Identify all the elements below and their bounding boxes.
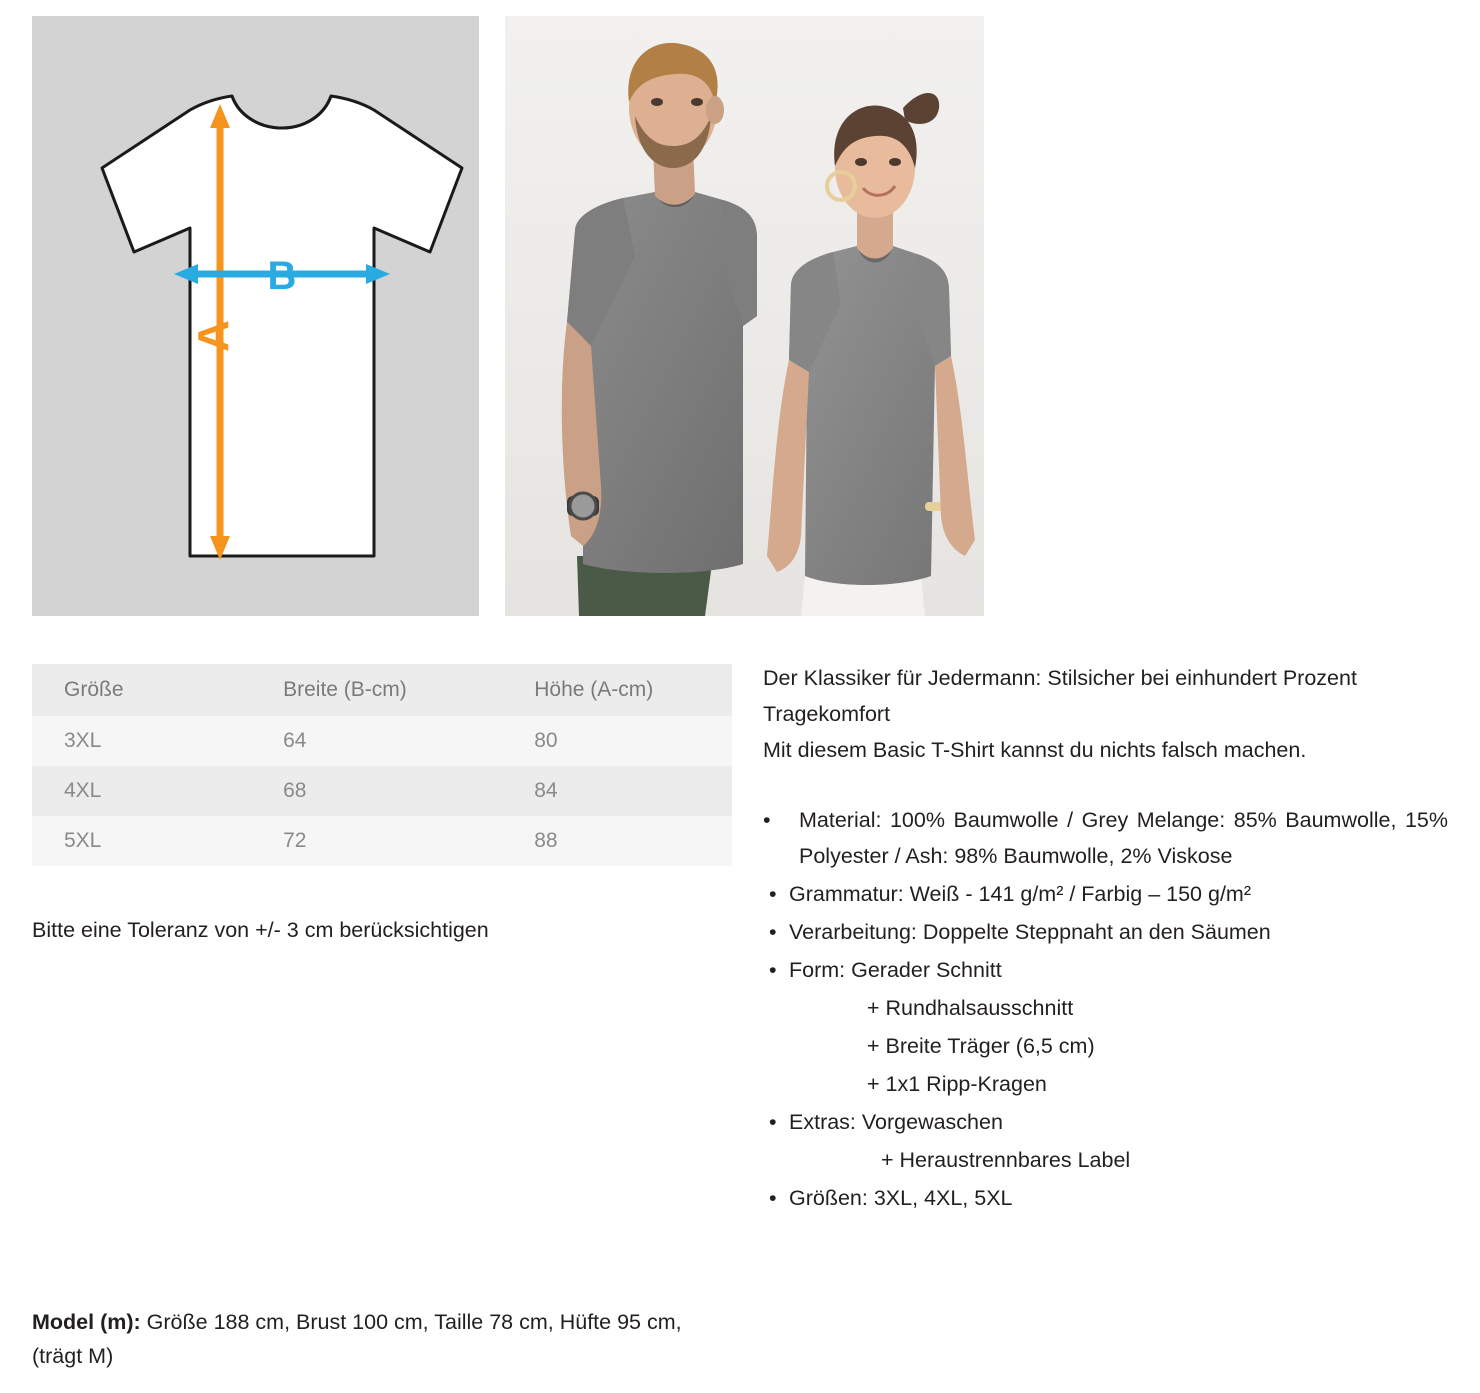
table-header-width: Breite (B-cm) [251, 664, 502, 716]
table-header-row [32, 664, 732, 716]
spec-text: + Breite Träger (6,5 cm) [867, 1034, 1095, 1058]
spec-item-form [763, 952, 1448, 988]
bullet-icon: • [769, 920, 777, 944]
spec-item-extras [763, 1104, 1448, 1140]
height-label: A [189, 320, 238, 352]
bullet-icon: • [769, 882, 777, 906]
table-row [32, 716, 732, 766]
cell-width: 64 [251, 716, 502, 766]
spec-text: + Rundhalsausschnitt [867, 996, 1074, 1020]
spec-text: Größen: 3XL, 4XL, 5XL [789, 1186, 1013, 1210]
cell-height: 80 [502, 716, 732, 766]
size-table [32, 664, 732, 866]
bullet-icon: • [769, 1186, 777, 1210]
product-description [763, 660, 1448, 1218]
width-label: B [267, 254, 297, 298]
spec-text: Verarbeitung: Doppelte Steppnaht an den Säumen [789, 920, 1271, 944]
spec-item-grammatur [763, 876, 1448, 912]
spec-item-groessen [763, 1180, 1448, 1216]
product-images-row [32, 16, 1448, 616]
cell-width: 68 [251, 766, 502, 816]
bullet-icon: • [763, 808, 771, 832]
cell-size: 3XL [32, 716, 251, 766]
table-row [32, 766, 732, 816]
spec-item-verarbeitung [763, 914, 1448, 950]
spec-text: + Heraustrennbares Label [881, 1148, 1131, 1172]
table-header-height: Höhe (A-cm) [502, 664, 732, 716]
cell-width: 72 [251, 816, 502, 866]
tolerance-note: Bitte eine Toleranz von +/- 3 cm berücksichtigen [32, 918, 489, 942]
description-paragraph-1: Der Klassiker für Jedermann: Stilsicher bei einhundert Prozent Tragekomfort [763, 666, 1357, 726]
model-info-text: Größe 188 cm, Brust 100 cm, Taille 78 cm, Hüfte 95 cm, (trägt M) [32, 1310, 682, 1368]
bullet-icon: • [769, 958, 777, 982]
spec-subitem-label [763, 1142, 1448, 1178]
spec-subitem-traeger [763, 1028, 1448, 1064]
tshirt-diagram-icon [32, 16, 479, 616]
spec-text: Material: 100% Baumwolle / Grey Melange: 85% Baumwolle, 15% Polyester / Ash: 98% Baumwolle, 2% Viskose [799, 808, 1448, 868]
cell-size: 4XL [32, 766, 251, 816]
description-paragraph-2: Mit diesem Basic T-Shirt kannst du nichts falsch machen. [763, 738, 1307, 762]
spec-text: Form: Gerader Schnitt [789, 958, 1002, 982]
spec-text: Extras: Vorgewaschen [789, 1110, 1003, 1134]
model-info [32, 1305, 732, 1373]
spec-text: Grammatur: Weiß - 141 g/m² / Farbig – 150 g/m² [789, 882, 1251, 906]
bullet-icon: • [769, 1110, 777, 1134]
model-photo [505, 16, 984, 616]
models-photo-illustration [505, 16, 984, 616]
cell-height: 88 [502, 816, 732, 866]
model-info-label: Model (m): [32, 1310, 141, 1334]
measurement-diagram-panel [32, 16, 479, 616]
spec-text: + 1x1 Ripp-Kragen [867, 1072, 1047, 1096]
cell-height: 84 [502, 766, 732, 816]
spec-item-material [763, 802, 1448, 874]
spec-subitem-ripp-kragen [763, 1066, 1448, 1102]
table-header-size: Größe [32, 664, 251, 716]
spec-subitem-rundhals [763, 990, 1448, 1026]
cell-size: 5XL [32, 816, 251, 866]
table-row [32, 816, 732, 866]
spec-list [763, 802, 1448, 1216]
